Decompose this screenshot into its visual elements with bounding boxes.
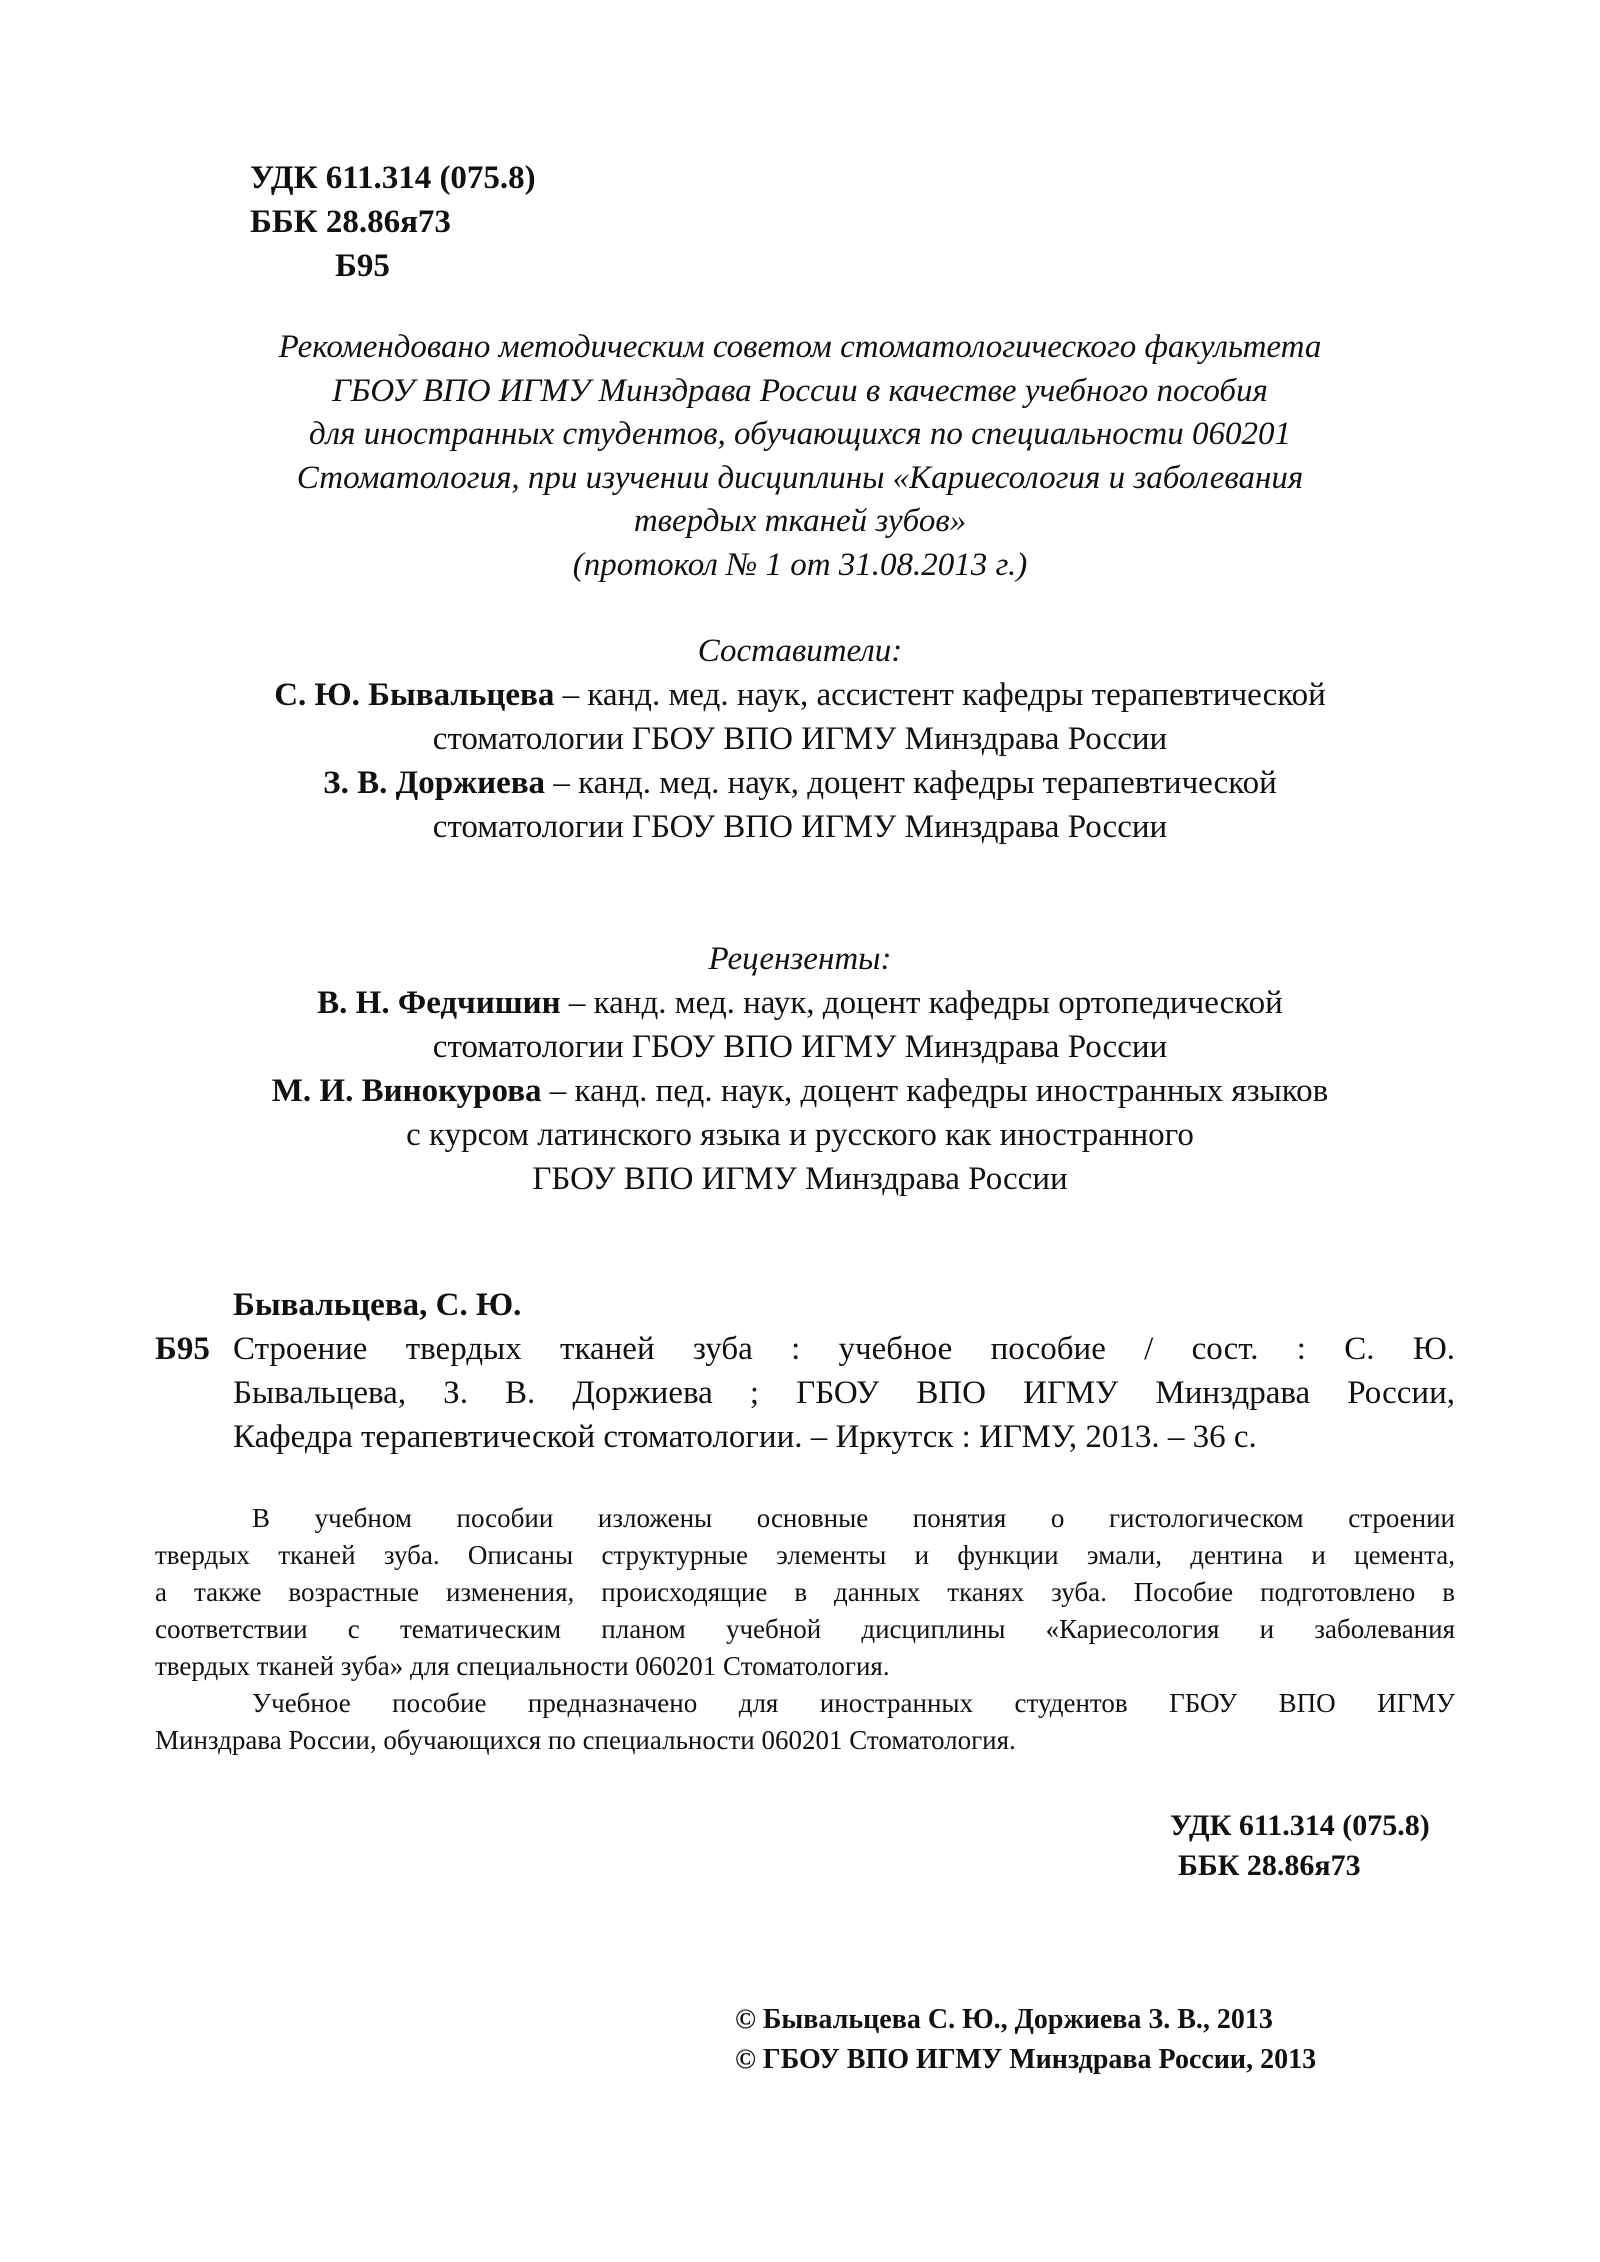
- reviewer-entry: [180, 1069, 1420, 1201]
- compiler-name: З. В. Доржиева: [323, 765, 546, 801]
- udk-code: УДК 611.314 (075.8): [250, 160, 536, 196]
- bib-author-mark: Б95: [155, 1331, 210, 1367]
- recommendation-line: (протокол № 1 от 31.08.2013 г.): [572, 546, 1028, 583]
- recommendation-line: твердых тканей зубов»: [633, 503, 967, 539]
- annotation-line: твердых тканей зуба. Описаны структурные элементы и функции эмали, дентина и цемента,: [155, 1540, 1455, 1570]
- compiler-affiliation: стоматологии ГБОУ ВПО ИГМУ Минздрава России: [432, 721, 1168, 757]
- compilers-heading: Составители:: [697, 633, 903, 669]
- bottom-bbk-code: ББК 28.86я73: [1178, 1849, 1361, 1882]
- reviewer-entry: [180, 981, 1420, 1069]
- compiler-line: [180, 761, 1420, 805]
- author-mark: Б95: [335, 248, 390, 284]
- bib-line: Строение твердых тканей зуба : учебное пособие / сост. : С. Ю.: [233, 1331, 1455, 1367]
- reviewer-department: с курсом латинского языка и русского как иностранного: [406, 1117, 1194, 1153]
- bib-line: Кафедра терапевтической стоматологии. – Иркутск : ИГМУ, 2013. – 36 с.: [233, 1419, 1257, 1455]
- reviewer-name: М. И. Винокурова: [271, 1073, 542, 1109]
- annotation-line: Минздрава России, обучающихся по специальности 060201 Стоматология.: [155, 1725, 1016, 1755]
- bottom-udk-code: УДК 611.314 (075.8): [1170, 1809, 1430, 1842]
- reviewer-line: [180, 1069, 1420, 1113]
- reviewer-line: [180, 981, 1420, 1025]
- compiler-entry: [180, 761, 1420, 849]
- compiler-affiliation: стоматологии ГБОУ ВПО ИГМУ Минздрава России: [432, 809, 1168, 845]
- bbk-code: ББК 28.86я73: [250, 204, 451, 240]
- copyright-authors: © Бывальцева С. Ю., Доржиева З. В., 2013: [735, 2004, 1273, 2035]
- annotation-line: соответствии с тематическим планом учебной дисциплины «Кариесология и заболевания: [155, 1614, 1455, 1644]
- annotation-line: Учебное пособие предназначено для иностранных студентов ГБОУ ВПО ИГМУ: [252, 1688, 1455, 1718]
- compiler-position: – канд. мед. наук, ассистент кафедры терапевтической: [554, 677, 1326, 713]
- annotation-line: В учебном пособии изложены основные понятия о гистологическом строении: [252, 1503, 1455, 1533]
- reviewers-heading: Рецензенты:: [708, 941, 892, 977]
- reviewer-affiliation: ГБОУ ВПО ИГМУ Минздрава России: [532, 1161, 1068, 1197]
- reviewer-position: – канд. мед. наук, доцент кафедры ортопедической: [560, 985, 1283, 1021]
- annotation: [155, 1500, 1455, 1759]
- recommendation-line: Стоматология, при изучении дисциплины «Кариесология и заболевания: [296, 459, 1304, 496]
- compiler-position: – канд. мед. наук, доцент кафедры терапевтической: [545, 765, 1277, 801]
- reviewer-affiliation: стоматологии ГБОУ ВПО ИГМУ Минздрава России: [432, 1029, 1168, 1065]
- recommendation-block: [180, 326, 1420, 587]
- bib-line: Бывальцева, З. В. Доржиева ; ГБОУ ВПО ИГМУ Минздрава России,: [233, 1375, 1455, 1411]
- compiler-name: С. Ю. Бывальцева: [274, 677, 555, 713]
- recommendation-line: Рекомендовано методическим советом стоматологического факультета: [278, 329, 1322, 365]
- annotation-line: твердых тканей зуба» для специальности 060201 Стоматология.: [155, 1651, 890, 1681]
- copyright-institution: © ГБОУ ВПО ИГМУ Минздрава России, 2013: [735, 2044, 1317, 2075]
- reviewer-name: В. Н. Федчишин: [317, 985, 561, 1021]
- compiler-entry: [180, 673, 1420, 761]
- recommendation-line: для иностранных студентов, обучающихся по специальности 060201: [309, 416, 1291, 452]
- recommendation-line: ГБОУ ВПО ИГМУ Минздрава России в качестве учебного пособия: [332, 372, 1268, 409]
- reviewer-position: – канд. пед. наук, доцент кафедры иностранных языков: [541, 1073, 1329, 1109]
- copyright-block: [735, 2000, 1316, 2080]
- compiler-line: [180, 673, 1420, 717]
- bib-description: [233, 1327, 1455, 1459]
- annotation-line: а также возрастные изменения, происходящие в данных тканях зуба. Пособие подготовлено в: [155, 1577, 1455, 1607]
- bib-author: Бывальцева, С. Ю.: [233, 1287, 522, 1323]
